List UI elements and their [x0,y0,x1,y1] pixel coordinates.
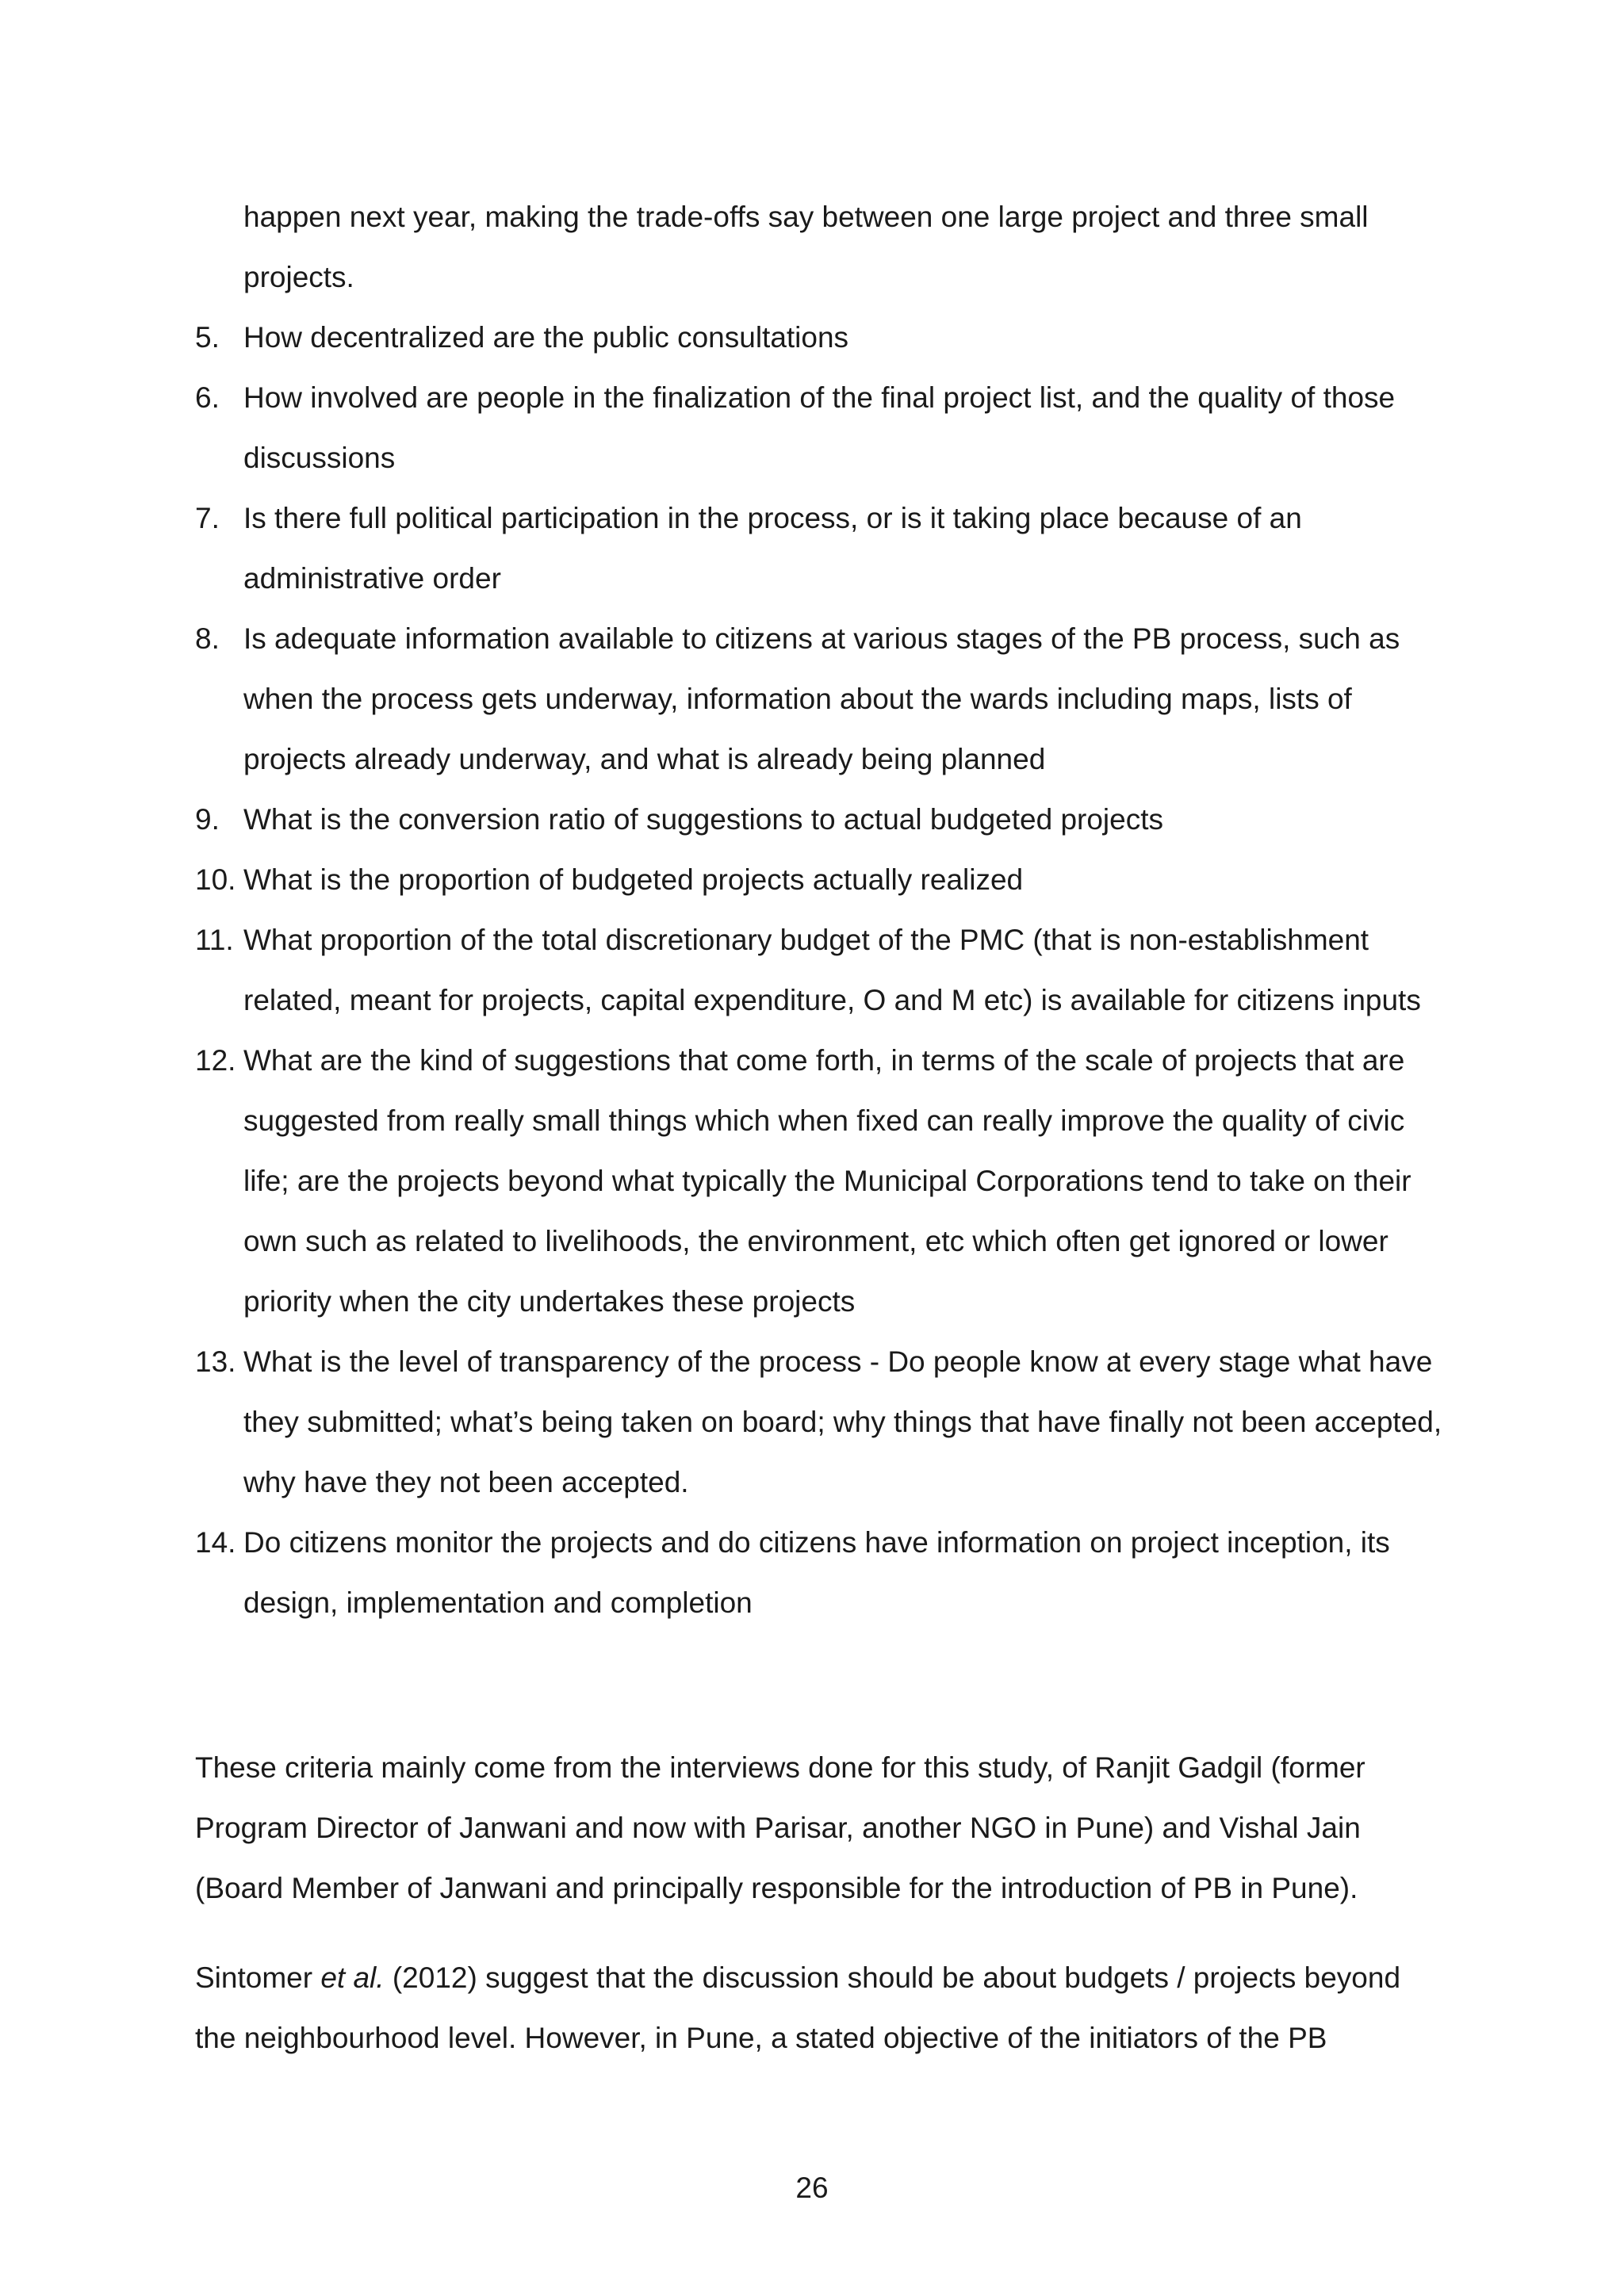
list-item [195,850,1448,910]
citation-et-al: et al. [320,1961,385,1994]
list-item-text: Is adequate information available to citizens at various stages of the PB process, such as when the process gets underway, information about the wards including maps, lists of projects already underway, and what is already being planned [243,622,1400,775]
list-item-text: Is there full political participation in the process, or is it taking place because of an administrative order [243,502,1302,595]
list-item-text: What proportion of the total discretionary budget of the PMC (that is non-establishment related, meant for projects, capital expenditure, O and M etc) is available for citizens inputs [243,924,1421,1016]
continued-list-text: happen next year, making the trade-offs say between one large project and three small projects. [243,201,1369,293]
list-item [195,790,1448,850]
list-item-text: What is the level of transparency of the process - Do people know at every stage what have they submitted; what’s being taken on board; why things that have finally not been accepted, why have they not been accepted. [243,1345,1442,1498]
paragraph-spacer [195,1919,1448,1948]
paragraph-text: (2012) suggest that the discussion should be about budgets / projects beyond the neighbourhood level. However, in Pune, a stated objective of the initiators of the PB [195,1961,1401,2054]
section-spacer [195,1633,1448,1738]
list-number: 12. [195,1044,236,1077]
list-item [195,488,1448,609]
page-number: 26 [795,2172,829,2204]
list-item-text: What is the proportion of budgeted projects actually realized [243,863,1024,896]
body-paragraph-sintomer [195,1948,1448,2068]
list-item-text: How involved are people in the finalization of the final project list, and the quality of those discussions [243,381,1396,474]
body-paragraph-criteria-source: These criteria mainly come from the interviews done for this study, of Ranjit Gadgil (former Program Director of Janwani and now with Parisar, another NGO in Pune) and Vishal Jain (Board Member of Janwani and principally responsible for the introduction of PB in Pune). [195,1751,1365,1904]
list-number: 6. [195,381,220,414]
list-number: 5. [195,321,220,354]
list-number: 13. [195,1345,236,1378]
list-item-text: What are the kind of suggestions that come forth, in terms of the scale of projects that are suggested from really small things which when fixed can really improve the quality of civic life; are the projects beyond what typically the Municipal Corporations tend to take on their own such as related to livelihoods, the environment, etc which often get ignored or lower priority when the city undertakes these projects [243,1044,1411,1318]
list-item-text: What is the conversion ratio of suggestions to actual budgeted projects [243,803,1164,836]
list-number: 8. [195,622,220,655]
list-item [195,1031,1448,1332]
list-item-text: Do citizens monitor the projects and do citizens have information on project inception, its design, implementation and completion [243,1526,1390,1619]
list-number: 7. [195,502,220,534]
list-item [195,1332,1448,1513]
citation-author: Sintomer [195,1961,321,1994]
list-item [195,1513,1448,1633]
criteria-list [195,308,1448,1633]
list-number: 14. [195,1526,236,1559]
list-item [195,368,1448,488]
list-number: 10. [195,863,236,896]
page-content [195,187,1448,2068]
list-item-text: How decentralized are the public consultations [243,321,849,354]
list-number: 11. [195,924,234,956]
list-number: 9. [195,803,220,836]
list-item [195,308,1448,368]
list-item [195,910,1448,1031]
list-item [195,609,1448,790]
